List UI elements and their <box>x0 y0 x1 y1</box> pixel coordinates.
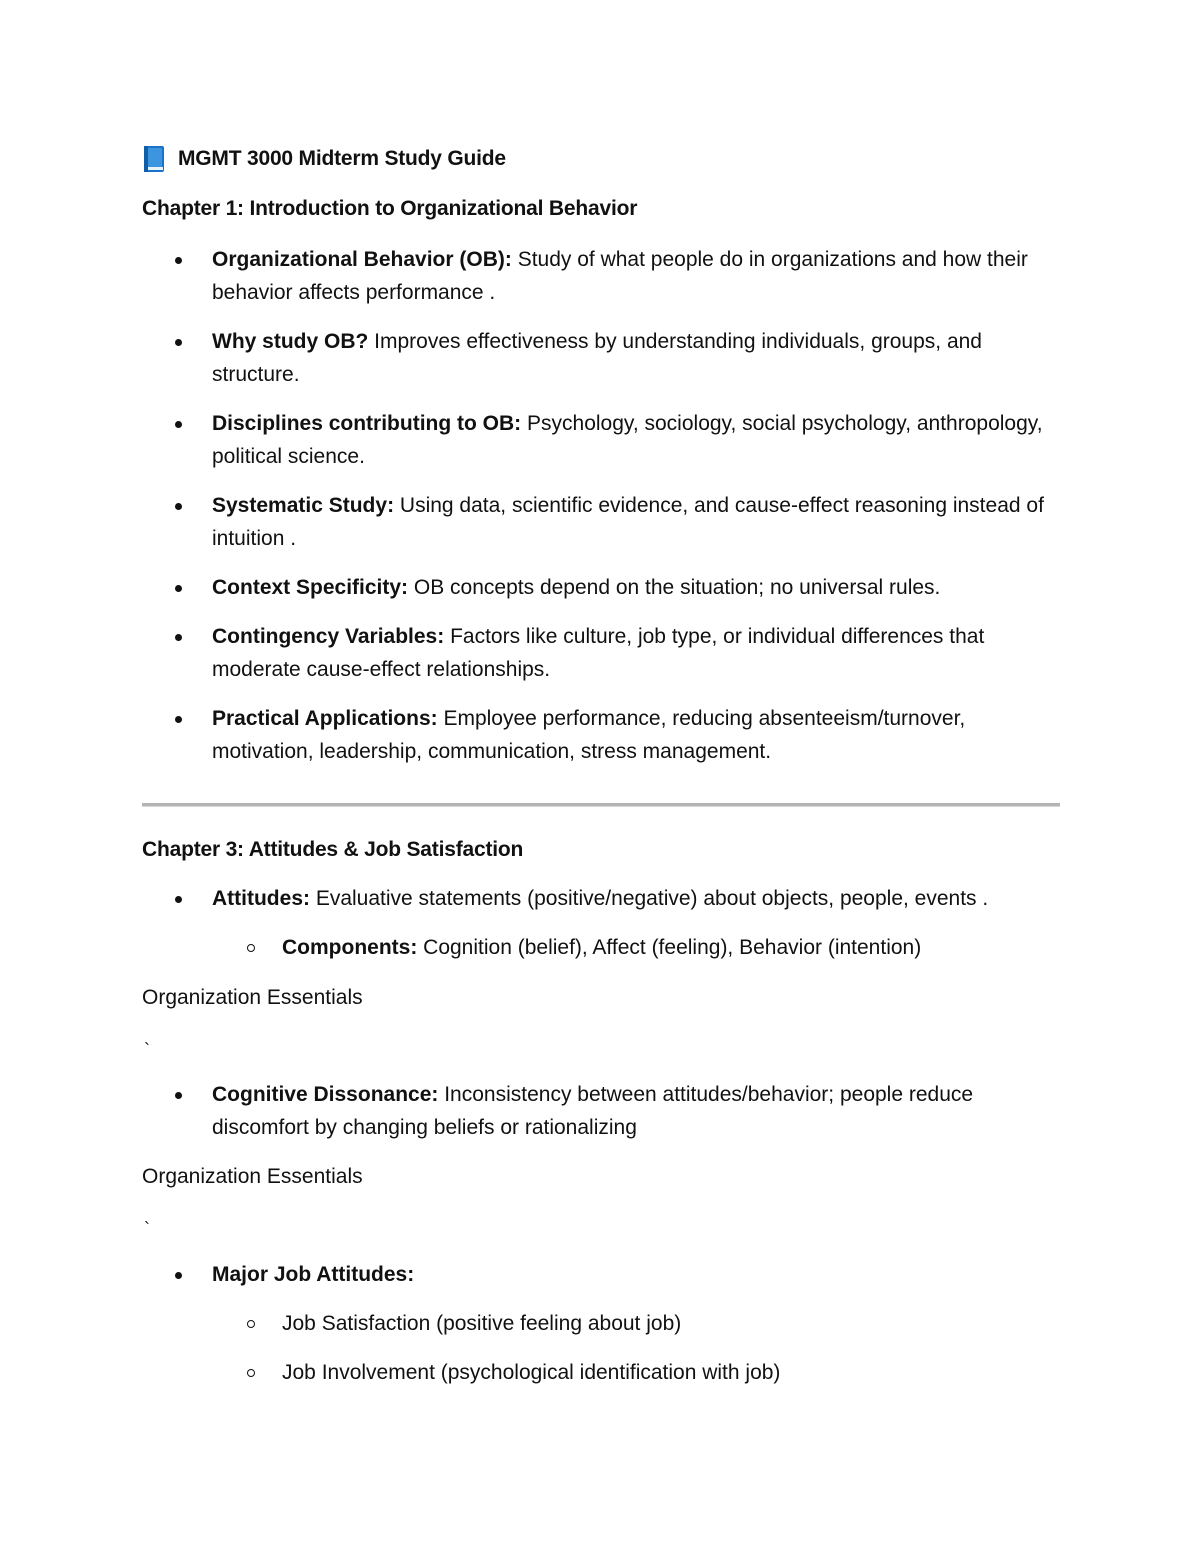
definition: Improves effectiveness by understanding individuals, groups, and structure. <box>212 330 982 386</box>
bullet-dot <box>175 1092 182 1099</box>
bullet-dot <box>175 716 182 723</box>
title-row <box>142 143 506 175</box>
hollow-bullet <box>247 944 255 952</box>
sub-list-item <box>142 1356 1062 1389</box>
definition: Psychology, sociology, social psychology, anthropology, political science. <box>212 412 1043 468</box>
list-item <box>142 702 1062 768</box>
page-title: MGMT 3000 Midterm Study Guide <box>178 147 506 170</box>
list-item <box>142 407 1062 473</box>
bullet-dot <box>175 503 182 510</box>
list-item <box>142 243 1062 309</box>
definition: Using data, scientific evidence, and cause-effect reasoning instead of intuition . <box>212 494 1044 550</box>
list-item <box>142 489 1062 555</box>
bullet-dot <box>175 421 182 428</box>
list-item <box>142 882 1062 915</box>
term: Attitudes: <box>212 887 310 910</box>
definition: Evaluative statements (positive/negative) about objects, people, events . <box>310 887 989 910</box>
term: Contingency Variables: <box>212 625 445 648</box>
stray-mark: ` <box>144 1040 150 1060</box>
bullet-dot <box>175 257 182 264</box>
definition: Employee performance, reducing absenteeism/turnover, motivation, leadership, communication, stress management. <box>212 707 966 763</box>
bullet-dot <box>175 634 182 641</box>
definition: OB concepts depend on the situation; no universal rules. <box>408 576 941 599</box>
list-item <box>142 325 1062 391</box>
horizontal-divider <box>142 803 1060 807</box>
term: Components: <box>282 936 418 959</box>
chapter-3-heading: Chapter 3: Attitudes & Job Satisfaction <box>142 838 524 861</box>
bullet-dot <box>175 896 182 903</box>
hollow-bullet <box>247 1369 255 1377</box>
list-item <box>142 1078 1062 1144</box>
sub-list-item <box>142 931 1062 964</box>
term: Major Job Attitudes: <box>212 1263 415 1286</box>
chapter-1-heading: Chapter 1: Introduction to Organizational Behavior <box>142 197 638 220</box>
sub-item-text: Job Involvement (psychological identification with job) <box>282 1361 781 1384</box>
definition: Factors like culture, job type, or individual differences that moderate cause-effect relationships. <box>212 625 985 681</box>
bullet-dot <box>175 339 182 346</box>
term: Context Specificity: <box>212 576 409 599</box>
definition: Cognition (belief), Affect (feeling), Behavior (intention) <box>417 936 922 959</box>
term: Disciplines contributing to OB: <box>212 412 522 435</box>
definition: Study of what people do in organizations and how their behavior affects performance . <box>212 248 1028 304</box>
definition: Inconsistency between attitudes/behavior; people reduce discomfort by changing beliefs or rationalizing <box>212 1083 974 1139</box>
hollow-bullet <box>247 1320 255 1328</box>
term: Practical Applications: <box>212 707 438 730</box>
term: Cognitive Dissonance: <box>212 1083 439 1106</box>
term: Systematic Study: <box>212 494 395 517</box>
bullet-dot <box>175 585 182 592</box>
blue-book-icon <box>142 145 166 173</box>
source-note: Organization Essentials <box>142 986 363 1009</box>
sub-list-item <box>142 1307 1062 1340</box>
sub-item-text: Job Satisfaction (positive feeling about job) <box>282 1312 682 1335</box>
stray-mark: ` <box>144 1219 150 1239</box>
source-note: Organization Essentials <box>142 1165 363 1188</box>
list-item <box>142 571 1062 604</box>
term: Why study OB? <box>212 330 369 353</box>
term: Organizational Behavior (OB): <box>212 248 512 271</box>
list-item <box>142 1258 1062 1291</box>
bullet-dot <box>175 1272 182 1279</box>
list-item <box>142 620 1062 686</box>
